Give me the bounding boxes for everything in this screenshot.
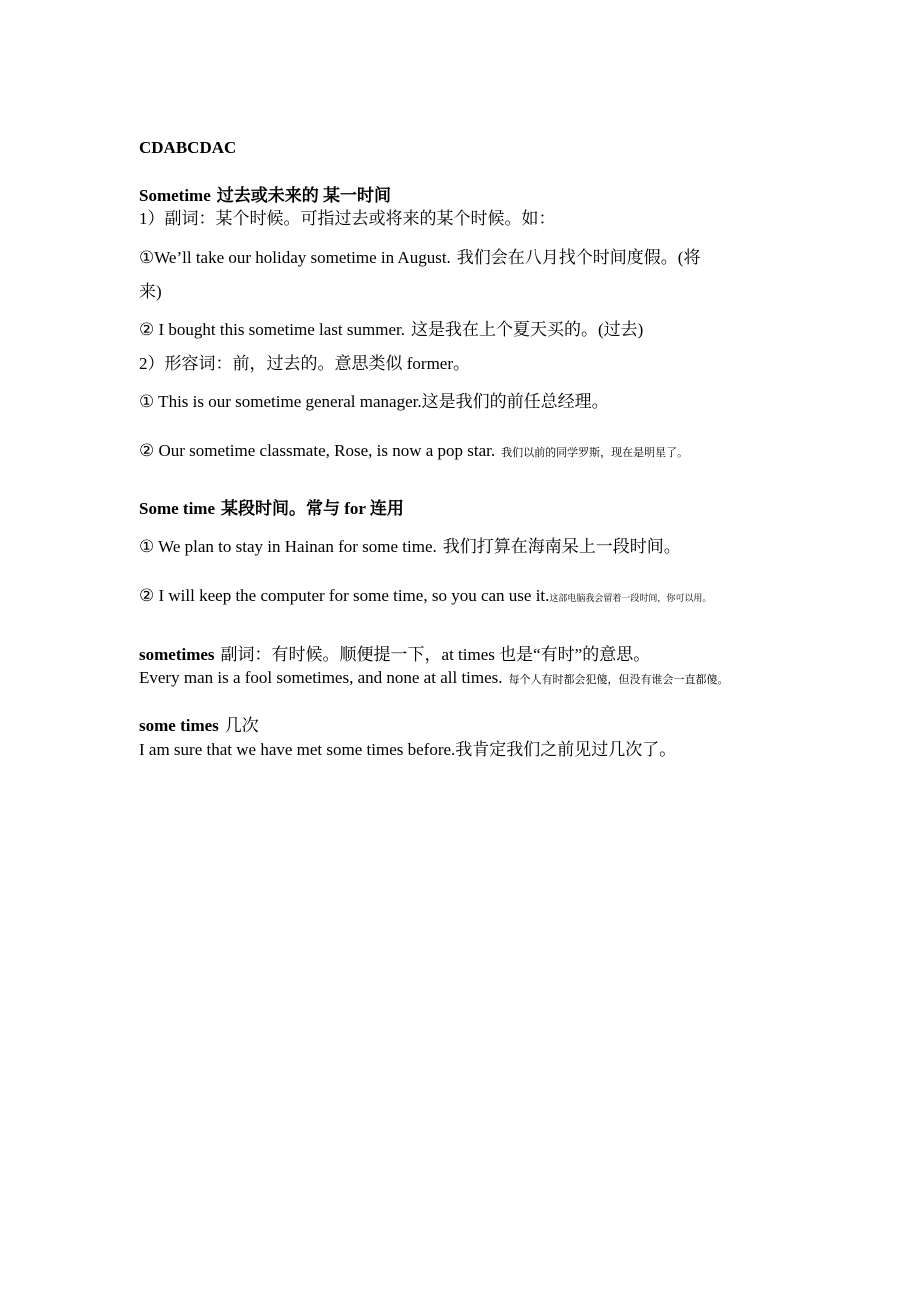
heading-meaning: 几次 <box>224 716 259 735</box>
example-sometimes <box>139 667 780 691</box>
example-chinese: 这部电脑我会留着一段时间，你可以用。 <box>549 593 712 603</box>
example-sometime-1-continued: 来) <box>139 282 162 301</box>
section-heading-some-time <box>139 498 780 520</box>
example-chinese: 我们以前的同学罗斯，现在是明星了。 <box>501 447 689 459</box>
example-some-time-1 <box>139 536 780 558</box>
example-sometime-2 <box>139 319 780 341</box>
heading-term: sometimes <box>139 645 215 664</box>
sense-adjective: 2）形容词：前，过去的。意思类似 former。 <box>139 354 471 373</box>
example-chinese: 每个人有时都会犯傻，但没有谁会一直都傻。 <box>508 674 729 686</box>
section-heading-sometime <box>139 185 780 207</box>
heading-description: 副词：有时候。顺便提一下，at times 也是“有时”的意思。 <box>220 645 651 664</box>
section-heading-some-times <box>139 715 780 737</box>
sense-adverb: 1）副词：某个时候。可指过去或将来的某个时候。如： <box>139 209 556 228</box>
answer-key: CDABCDAC <box>139 138 237 157</box>
heading-meaning: 过去或未来的 某一时间 <box>216 186 392 205</box>
example-english: ② I will keep the computer for some time, so you can use it. <box>139 586 550 605</box>
example-english: ② I bought this sometime last summer. <box>139 320 405 339</box>
heading-meaning: 某段时间。常与 for 连用 <box>221 499 404 518</box>
example-english: Every man is a fool sometimes, and none at all times. <box>139 668 503 687</box>
example-sometime-4 <box>139 440 780 464</box>
example-sometime-3: ① This is our sometime general manager.这是我们的前任总经理。 <box>139 392 609 411</box>
example-english: ② Our sometime classmate, Rose, is now a pop star. <box>139 441 496 460</box>
example-chinese: 我们会在八月找个时间度假。(将 <box>456 248 701 267</box>
example-chinese: 这是我在上个夏天买的。(过去) <box>410 320 644 339</box>
section-heading-sometimes <box>139 644 780 666</box>
example-sometime-1 <box>139 247 780 269</box>
heading-term: Some time <box>139 499 216 518</box>
example-some-times: I am sure that we have met some times before.我肯定我们之前见过几次了。 <box>139 740 677 759</box>
example-english: ①We’ll take our holiday sometime in August. <box>139 248 451 267</box>
example-english: ① We plan to stay in Hainan for some time. <box>139 537 437 556</box>
heading-term: Sometime <box>139 186 211 205</box>
example-some-time-2 <box>139 585 780 609</box>
heading-term: some times <box>139 716 219 735</box>
example-chinese: 我们打算在海南呆上一段时间。 <box>442 537 681 556</box>
